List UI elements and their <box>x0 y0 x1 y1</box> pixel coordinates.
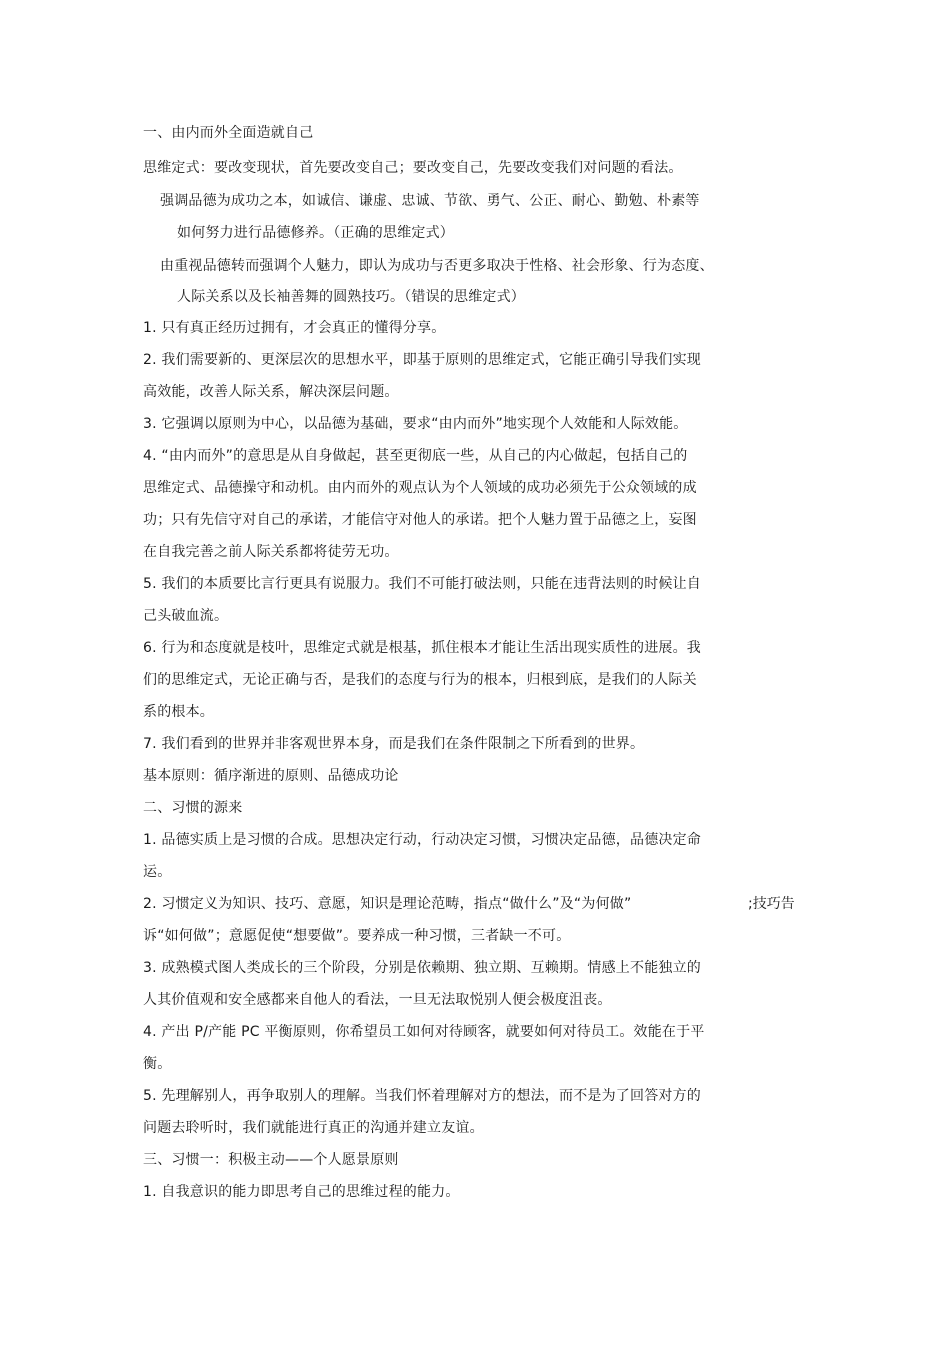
text-line: 运。 <box>143 864 172 880</box>
list-item: 2. 我们需要新的、更深层次的思想水平，即基于原则的思维定式，它能正确引导我们实现 <box>143 352 702 368</box>
list-item: 1. 自我意识的能力即思考自己的思维过程的能力。 <box>143 1184 460 1200</box>
list-item: 1. 品德实质上是习惯的合成。思想决定行动，行动决定习惯，习惯决定品德，品德决定命 <box>143 832 702 848</box>
list-item: 2. 习惯定义为知识、技巧、意愿，知识是理论范畴，指点“做什么”及“为何做” <box>143 896 632 912</box>
list-item: 3. 它强调以原则为中心，以品德为基础，要求“由内而外”地实现个人效能和人际效能。 <box>143 416 688 432</box>
text-line: 问题去聆听时，我们就能进行真正的沟通并建立友谊。 <box>143 1120 484 1136</box>
text-line: 系的根本。 <box>143 704 214 720</box>
text-line: 强调品德为成功之本，如诚信、谦虚、忠诚、节欲、勇气、公正、耐心、勤勉、朴素等 <box>160 193 700 209</box>
list-item: 1. 只有真正经历过拥有，才会真正的懂得分享。 <box>143 320 446 336</box>
list-item: 5. 先理解别人，再争取别人的理解。当我们怀着理解对方的想法，而不是为了回答对方的 <box>143 1088 702 1104</box>
text-line: 基本原则：循序渐进的原则、品德成功论 <box>143 768 399 784</box>
list-item: 4. “由内而外”的意思是从自身做起，甚至更彻底一些，从自己的内心做起，包括自己的 <box>143 448 688 464</box>
text-line: 功；只有先信守对自己的承诺，才能信守对他人的承诺。把个人魅力置于品德之上，妄图 <box>143 512 697 528</box>
text-line: 高效能，改善人际关系，解决深层问题。 <box>143 384 399 400</box>
section-heading-3: 三、习惯一：积极主动——个人愿景原则 <box>143 1152 399 1168</box>
text-line: 人其价值观和安全感都来自他人的看法，一旦无法取悦别人便会极度沮丧。 <box>143 992 612 1008</box>
list-item: 4. 产出 P/产能 PC 平衡原则，你希望员工如何对待顾客，就要如何对待员工。效能在于平 <box>143 1024 705 1040</box>
list-item: 6. 行为和态度就是枝叶，思维定式就是根基，抓住根本才能让生活出现实质性的进展。我 <box>143 640 702 656</box>
text-line: 们的思维定式，无论正确与否，是我们的态度与行为的根本，归根到底，是我们的人际关 <box>143 672 697 688</box>
text-fragment: ;技巧告 <box>748 896 795 912</box>
text-line: 思维定式、品德操守和动机。由内而外的观点认为个人领域的成功必须先于公众领域的成 <box>143 480 697 496</box>
list-item: 7. 我们看到的世界并非客观世界本身，而是我们在条件限制之下所看到的世界。 <box>143 736 645 752</box>
text-line: 由重视品德转而强调个人魅力，即认为成功与否更多取决于性格、社会形象、行为态度、 <box>160 258 714 274</box>
text-line: 衡。 <box>143 1056 172 1072</box>
list-item: 3. 成熟模式图人类成长的三个阶段，分别是依赖期、独立期、互赖期。情感上不能独立的 <box>143 960 702 976</box>
text-line: 己头破血流。 <box>143 608 229 624</box>
list-item: 5. 我们的本质要比言行更具有说服力。我们不可能打破法则，只能在违背法则的时候让自 <box>143 576 702 592</box>
text-line: 思维定式：要改变现状，首先要改变自己；要改变自己，先要改变我们对问题的看法。 <box>143 160 683 176</box>
text-line: 在自我完善之前人际关系都将徒劳无功。 <box>143 544 399 560</box>
text-line: 如何努力进行品德修养。（正确的思维定式） <box>177 225 454 241</box>
text-line: 诉“如何做”；意愿促使“想要做”。要养成一种习惯，三者缺一不可。 <box>143 928 571 944</box>
section-heading-1: 一、由内而外全面造就自己 <box>143 125 314 141</box>
section-heading-2: 二、习惯的源来 <box>143 800 243 816</box>
text-line: 人际关系以及长袖善舞的圆熟技巧。（错误的思维定式） <box>177 289 525 305</box>
